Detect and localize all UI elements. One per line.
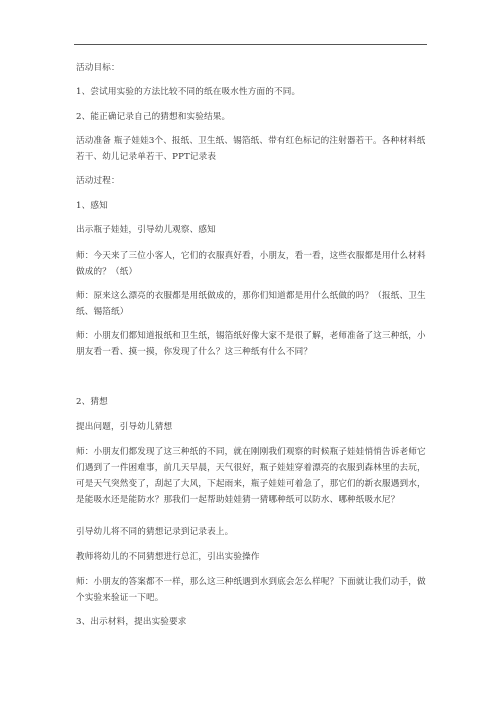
teacher-dialogue-1: 师：今天来了三位小客人，它们的衣服真好看，小朋友，看一看，这些衣服都是用什么材料做成的？（纸） <box>76 251 426 277</box>
teacher-dialogue-4: 师：小朋友们都发现了这三种纸的不同，就在刚刚我们观察的时候瓶子娃娃悄悄告诉老师它们遇到了一件困难事，前几天早晨，天气很好，瓶子娃娃穿着漂亮的衣服到森林里的去玩，可是天气突然变了，刮起了大风，下起雨来，瓶子娃娃可着急了，那它们的新衣服遇到水，是能吸水还是能防水？那我们一起帮助娃娃猜一猜哪种纸可以防水、哪种纸吸水尼？ <box>76 447 426 505</box>
header-rule <box>74 44 427 45</box>
step-heading-materials: 3、出示材料，提出实验要求 <box>76 617 187 627</box>
goal-item-1: 1、尝试用实验的方法比较不同的纸在吸水性方面的不同。 <box>76 87 301 97</box>
step-heading-guess: 2、猜想 <box>76 397 108 407</box>
step-heading-perceive: 1、感知 <box>76 201 108 211</box>
teacher-dialogue-2: 师：原来这么漂亮的衣服都是用纸做成的，那你们知道都是用什么纸做的吗？（报纸、卫生纸、锡箔纸） <box>76 291 426 317</box>
instruction-text: 出示瓶子娃娃，引导幼儿观察、感知 <box>76 225 216 235</box>
instruction-text: 引导幼儿将不同的猜想记录到记录表上。 <box>76 527 234 537</box>
instruction-text: 教师将幼儿的不同猜想进行总汇，引出实验操作 <box>76 552 260 562</box>
section-heading-process: 活动过程： <box>76 176 120 186</box>
teacher-dialogue-5: 师：小朋友的答案都不一样，那么这三种纸遇到水到底会怎么样呢？下面就让我们动手，做个实验来验证一下吧。 <box>76 577 426 603</box>
materials-paragraph: 活动准备 瓶子娃娃3个、报纸、卫生纸、锡箔纸、带有红色标记的注射器若干。各种材料纸若干、幼儿记录单若干、PPT记录表 <box>76 136 426 162</box>
goal-item-2: 2、能正确记录自己的猜想和实验结果。 <box>76 112 231 122</box>
teacher-dialogue-3: 师：小朋友们都知道报纸和卫生纸，锡箔纸好像大家不是很了解，老师准备了这三种纸，小朋友看一看、摸一摸，你发现了什么？这三种纸有什么不同？ <box>76 331 426 357</box>
section-heading-goals: 活动目标： <box>76 63 120 73</box>
instruction-text: 提出问题，引导幼儿猜想 <box>76 422 173 432</box>
